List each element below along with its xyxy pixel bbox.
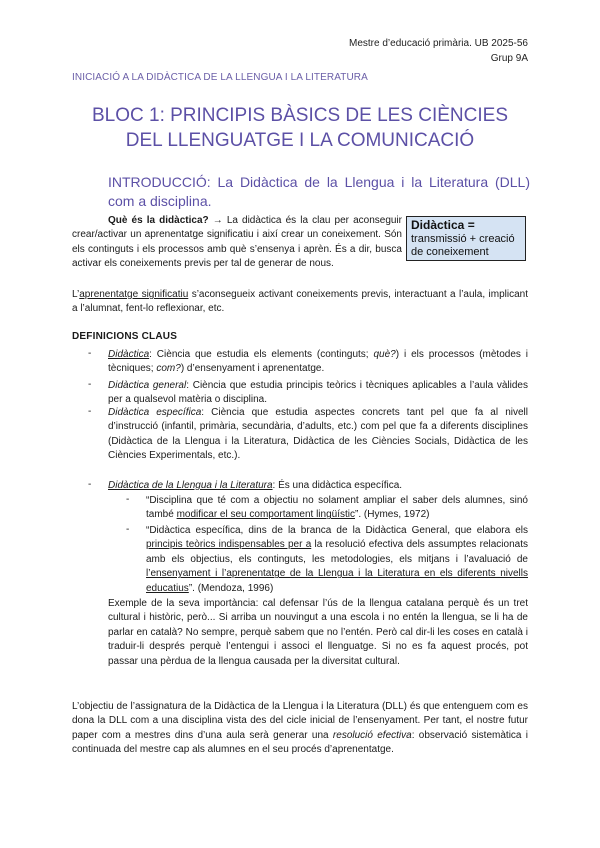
question-text: Què és la didàctica? (108, 215, 209, 226)
list-item (108, 348, 528, 377)
def-text: : Ciència que estudia principis teòrics i tècniques aplicables a l’aula vàlides per a qualsevol matèria o disciplina. (108, 380, 528, 406)
header-line-1: Mestre d’educació primària. UB 2025-56 (349, 38, 528, 49)
p2-underline: aprenentatge significatiu (79, 289, 189, 300)
definition-box (406, 216, 526, 261)
def-q1: què? (373, 349, 396, 360)
list-item (108, 479, 528, 493)
def-q2: com? (156, 363, 181, 375)
final-paragraph (72, 700, 528, 758)
list-bullet: - (88, 379, 92, 390)
list-item (108, 379, 528, 408)
quote-underline-2: l’ensenyament i l’aprenentatge de la Llengua i la Literatura en els diferents nivells educatius (146, 568, 528, 594)
bloc-title-line-2: DEL LLENGUATGE I LA COMUNICACIÓ (125, 130, 475, 151)
term: Didàctica (108, 349, 150, 360)
list-bullet: - (88, 479, 92, 490)
def-text: : És una didàctica específica. (272, 480, 403, 491)
definitions-heading: DEFINICIONS CLAUS (72, 331, 178, 342)
definition-box-text: transmissió + creació de coneixement (411, 233, 515, 258)
list-bullet: - (88, 406, 92, 417)
final-italic: resolució efectiva (332, 729, 412, 741)
sublist-bullet: - (126, 494, 130, 505)
p2-post: s’aconsegueix activant coneixements previs, interactuant a l’aula, implicant a l’alumnat, fent-lo reflexionar, etc. (72, 289, 528, 315)
final-text-end: : observació sistemàtica i continuada del mestre cap als alumnes en el seu procés d’aprenentatge. (72, 729, 528, 756)
def-text: : Ciència que estudia aspectes concrets tant pel que fa al nivell d’instrucció (infantil, primària, secundària, d’adults, etc.) com pel que fa a diferents disciplines (Didàctica de la Llengua i la Literatura, Didàctica de les Ciències Socials, Didàctica de les Ciències Experimentals, etc.). (108, 407, 528, 462)
header-line-2: Grup 9A (490, 53, 528, 64)
quote-source: ”. (Mendoza, 1996) (188, 582, 274, 594)
sublist-bullet: - (126, 524, 130, 535)
quote-item (146, 494, 528, 523)
quote-text: “Didàctica específica, dins de la branca de la Didàctica General, que elabora els (146, 525, 528, 536)
quote-text-2: la resolució efectiva dels assumptes relacionats amb els objectius, els continguts, les metodologies, els mitjans i l’avaluació de (146, 539, 528, 565)
p2-pre: L’ (72, 289, 80, 300)
quote-source: ”. (Hymes, 1972) (355, 509, 430, 521)
list-bullet: - (88, 348, 92, 359)
final-text: L’objectiu de l’assignatura de la Didàctica de la Llengua i la Literatura (DLL) és que entenguem com es dona la DLL com a una disciplina vista des del cicle inicial de l’ensenyament. Per tant, el nostre futur paper com a mestres dins d’una aula serà generar una (72, 701, 528, 741)
term: Didàctica general (108, 380, 187, 391)
bloc-title (60, 103, 540, 153)
term: Didàctica específica (108, 407, 202, 418)
quote-text: “Disciplina que té com a objectiu no solament ampliar el saber dels alumnes, sinó també (146, 495, 528, 521)
quote-underline: modificar el seu comportament lingüístic (176, 509, 355, 521)
def-mid: ) i els processos (mètodes i tècniques; (108, 349, 528, 375)
intro-heading: INTRODUCCIÓ: La Didàctica de la Llengua i la Literatura (DLL) com a disciplina. (108, 174, 530, 209)
paragraph-what-is (72, 214, 402, 272)
course-title: INICIACIÓ A LA DIDÀCTICA DE LA LLENGUA I LA LITERATURA (72, 72, 368, 83)
def-end: ) d’ensenyament i aprenentatge. (180, 363, 325, 375)
bloc-title-line-1: BLOC 1: PRINCIPIS BÀSICS DE LES CIÈNCIES (91, 105, 508, 126)
def-text: : Ciència que estudia els elements (continguts; (149, 349, 374, 360)
example-paragraph: Exemple de la seva importància: cal defensar l’ús de la llengua catalana perquè és un tret cultural i històric, però... Si arriba un nouvingut a una escola i no entén la llengua, se li ha de parlar en català? No sempre, perquè sabem que no l’entén. Però cal dir-li les coses en català i traduir-li després perquè l’entengui i associ el llenguatge. Si no es fa aquest procés, pot passar una pèrdua de la llengua causada per la diversitat cultural. (108, 598, 528, 667)
quote-item (146, 524, 528, 596)
term: Didàctica de la Llengua i la Literatura (108, 480, 273, 491)
answer-text: → La didàctica és la clau per aconseguir crear/activar un aprenentatge significatiu i així crear un coneixement. Són els continguts i els processos amb què s’ensenya i aprèn. És a dir, busca activar els coneixements previs per tal de generar de nous. (72, 215, 402, 270)
page-header (349, 36, 528, 66)
paragraph-significant-learning (72, 288, 528, 317)
list-item (108, 406, 528, 464)
quote-underline: principis teòrics indispensables per a (146, 539, 312, 551)
definition-box-title: Didàctica = (411, 218, 475, 232)
